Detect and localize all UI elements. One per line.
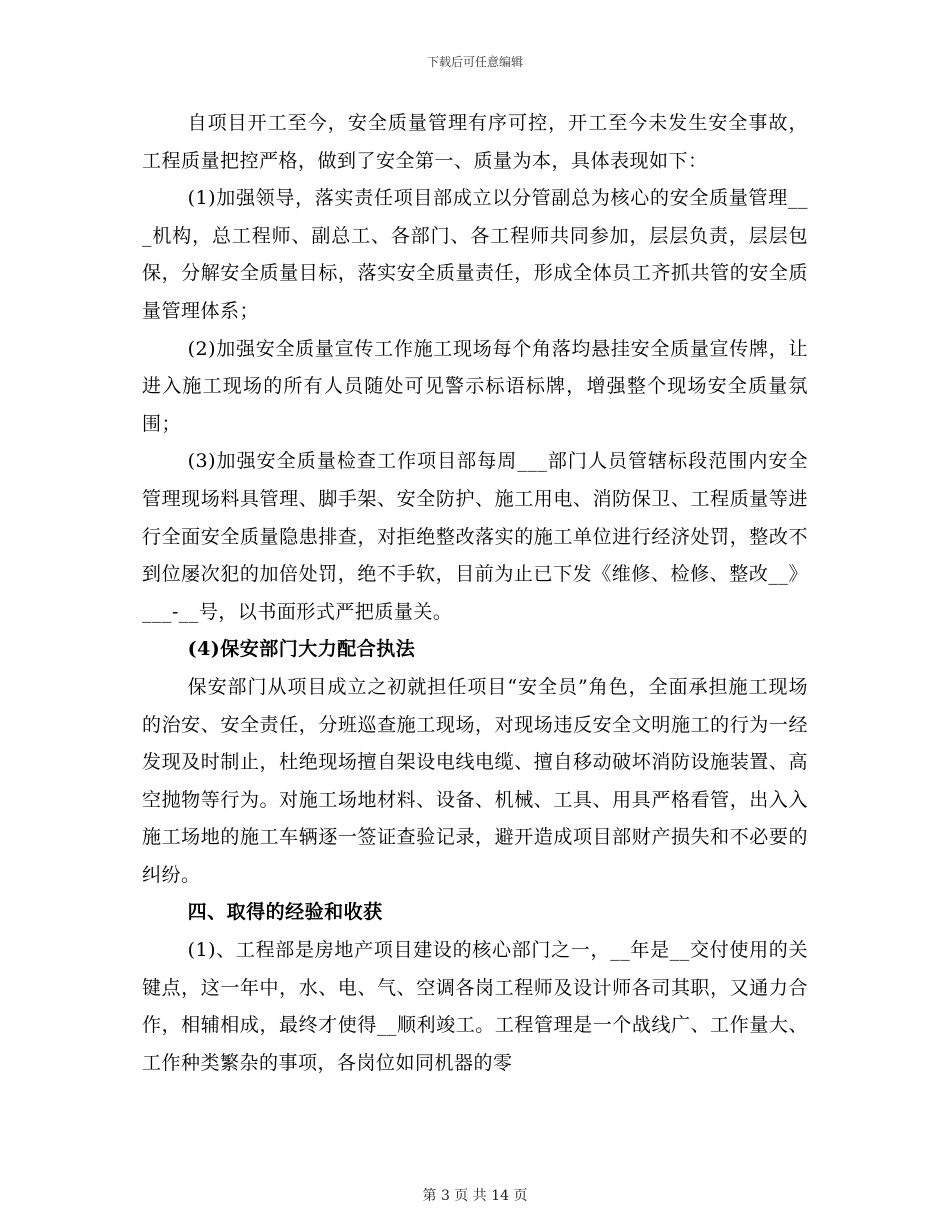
paragraph-item-2-publicity: (2)加强安全质量宣传工作施工现场每个角落均悬挂安全质量宣传牌，让进入施工现场的所有人员随处可见警示标语标牌，增强整个现场安全质量氛围； [142,337,808,435]
paragraph-security-department: 保安部门从项目成立之初就担任项目“安全员”角色，全面承担施工现场的治安、安全责任，分班巡查施工现场，对现场违反安全文明施工的行为一经发现及时制止，杜绝现场擅自架设电线电缆、擅自移动破坏消防设施装置、高空抛物等行为。对施工场地材料、设备、机械、工具、用具严格看管，出入入施工场地的施工车辆逐一签证查验记录，避开造成项目部财产损失和不必要的纠纷。 [142,675,808,886]
paragraph-experience-1: (1)、工程部是房地产项目建设的核心部门之一，__年是__交付使用的关键点，这一年中，水、电、气、空调各岗工程师及设计师各司其职，又通力合作，相辅相成，最终才使得__顺利竣工。工程管理是一个战线广、工作量大、工作种类繁杂的事项，各岗位如同机器的零 [142,939,808,1074]
subheading-item-4-security: (4)保安部门大力配合执法 [187,638,416,661]
paragraph-item-3-inspection: (3)加强安全质量检查工作项目部每周___部门人员管辖标段范围内安全管理现场料具管理、脚手架、安全防护、施工用电、消防保卫、工程质量等进行全面安全质量隐患排查，对拒绝整改落实的施工单位进行经济处罚，整改不到位屡次犯的加倍处罚，绝不手软，目前为止已下发《维修、检修、整改__》___-__号，以书面形式严把质量关。 [142,450,808,623]
section-heading-experience: 四、取得的经验和收获 [187,901,383,924]
paragraph-item-1-leadership: (1)加强领导，落实责任项目部成立以分管副总为核心的安全质量管理___机构，总工程师、副总工、各部门、各工程师共同参加，层层负责，层层包保，分解安全质量目标，落实安全质量责任，形成全体员工齐抓共管的安全质量管理体系； [142,187,808,322]
paragraph-intro: 自项目开工至今，安全质量管理有序可控，开工至今未发生安全事故，工程质量把控严格，做到了安全第一、质量为本，具体表现如下： [142,112,808,172]
page-number-footer: 第 3 页 共 14 页 [422,1188,528,1204]
document-body [142,105,808,1082]
page-header-note: 下载后可任意编辑 [426,55,523,69]
